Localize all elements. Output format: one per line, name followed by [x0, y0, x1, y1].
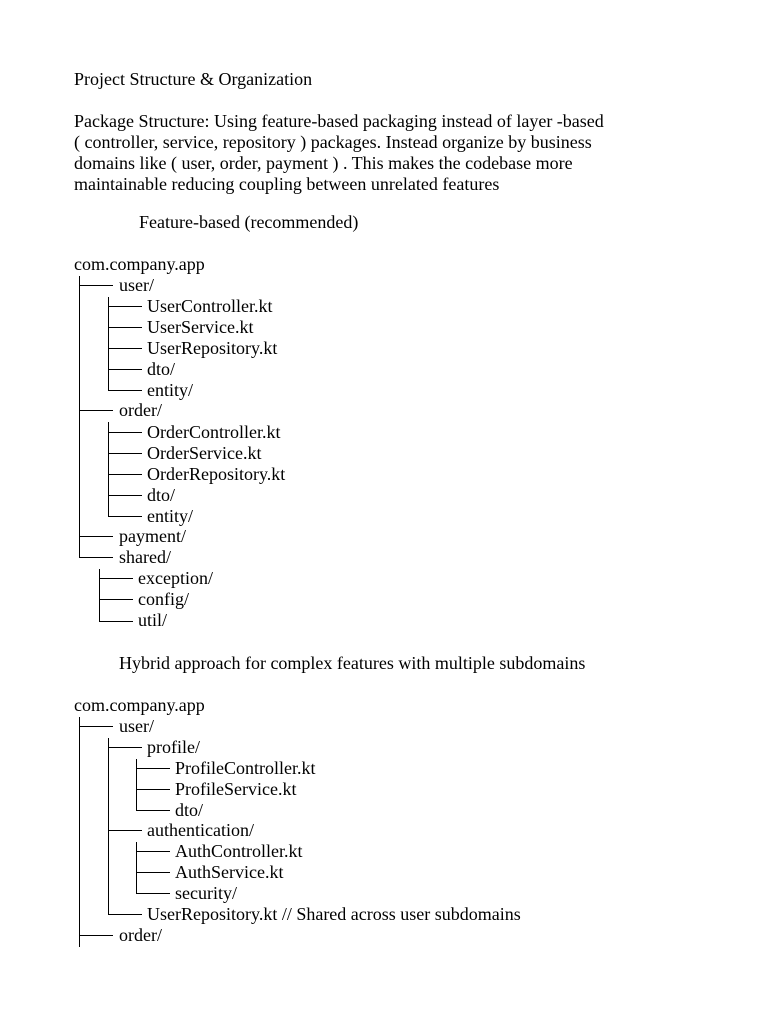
tree-connector [136, 759, 137, 810]
tree-connector [99, 621, 133, 622]
tree-connector [99, 569, 100, 621]
tree-file: UserRepository.kt [147, 338, 278, 358]
document-title: Project Structure & Organization [74, 69, 313, 89]
paragraph-line: ( controller, service, repository ) packages. Instead organize by business [74, 132, 592, 152]
tree-folder: dto/ [175, 800, 204, 820]
tree-connector [108, 348, 142, 349]
tree-connector [108, 516, 142, 517]
tree-connector [108, 432, 142, 433]
tree-connector [79, 410, 113, 411]
tree-connector [108, 453, 142, 454]
tree-connector [79, 935, 113, 936]
tree-folder: entity/ [147, 380, 193, 400]
tree-connector [108, 306, 142, 307]
tree-file: ProfileController.kt [175, 758, 316, 778]
tree-file: AuthService.kt [175, 862, 284, 882]
paragraph-line: domains like ( user, order, payment ) . This makes the codebase more [74, 153, 573, 173]
tree-connector [108, 747, 142, 748]
tree-folder: config/ [138, 589, 189, 609]
tree-connector [108, 297, 109, 390]
tree-file: AuthController.kt [175, 841, 303, 861]
tree-file: OrderRepository.kt [147, 464, 286, 484]
tree-connector [136, 851, 170, 852]
tree-folder-profile: profile/ [147, 737, 200, 757]
tree-connector [136, 810, 170, 811]
tree-folder: exception/ [138, 568, 213, 588]
tree-file-user-repository: UserRepository.kt // Shared across user subdomains [147, 904, 521, 924]
tree-connector [136, 789, 170, 790]
tree-connector [79, 285, 113, 286]
tree-folder-authentication: authentication/ [147, 820, 254, 840]
tree-connector [136, 872, 170, 873]
tree-folder-user: user/ [119, 716, 154, 736]
tree-folder: util/ [138, 610, 168, 630]
tree-connector [79, 276, 80, 558]
tree-folder-payment: payment/ [119, 526, 186, 546]
tree-connector [108, 830, 142, 831]
tree-folder: dto/ [147, 485, 176, 505]
tree-file: UserService.kt [147, 317, 254, 337]
tree-folder-user: user/ [119, 275, 154, 295]
tree-connector [108, 495, 142, 496]
paragraph-line: Package Structure: Using feature-based packaging instead of layer -based [74, 111, 604, 131]
tree-connector [136, 768, 170, 769]
tree-root: com.company.app [74, 695, 205, 715]
tree-connector [108, 327, 142, 328]
tree-folder: dto/ [147, 359, 176, 379]
tree-connector [108, 390, 142, 391]
tree-file: OrderService.kt [147, 443, 262, 463]
tree-connector [136, 893, 170, 894]
section-heading-feature-based: Feature-based (recommended) [139, 212, 359, 232]
tree-folder: entity/ [147, 506, 193, 526]
tree-connector [108, 738, 109, 915]
tree-connector [99, 599, 133, 600]
tree-connector [99, 578, 133, 579]
tree-folder-order: order/ [119, 400, 162, 420]
tree-connector [108, 914, 142, 915]
tree-folder-shared: shared/ [119, 547, 171, 567]
tree-root: com.company.app [74, 254, 205, 274]
tree-connector [136, 842, 137, 893]
tree-connector [79, 557, 113, 558]
tree-folder-order: order/ [119, 925, 162, 945]
section-heading-hybrid: Hybrid approach for complex features with multiple subdomains [119, 653, 586, 673]
tree-connector [79, 536, 113, 537]
tree-file: UserController.kt [147, 296, 273, 316]
tree-file: ProfileService.kt [175, 779, 297, 799]
tree-connector [79, 726, 113, 727]
tree-connector [108, 422, 109, 516]
tree-connector [108, 369, 142, 370]
intro-paragraph [74, 111, 674, 195]
paragraph-line: maintainable reducing coupling between unrelated features [74, 174, 500, 194]
tree-folder: security/ [175, 883, 237, 903]
tree-file: OrderController.kt [147, 422, 281, 442]
tree-connector [108, 474, 142, 475]
tree-connector [79, 717, 80, 947]
